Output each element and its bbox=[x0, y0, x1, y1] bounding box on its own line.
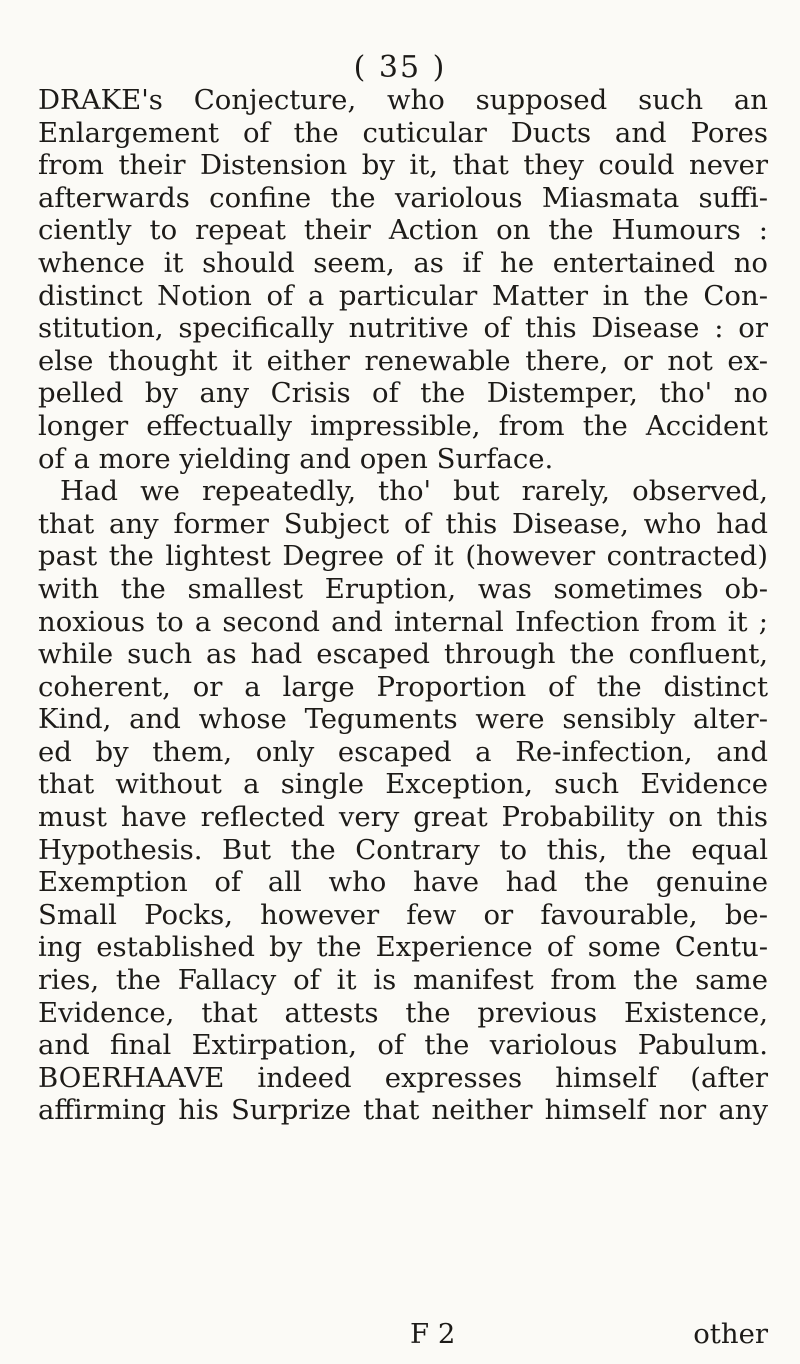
text-line: while such as had escaped through the confluent, bbox=[38, 638, 768, 671]
text-line: Enlargement of the cuticular Ducts and Pores bbox=[38, 116, 768, 149]
signature-mark: F 2 bbox=[410, 1318, 456, 1350]
text-line: longer effectually impressible, from the Accident bbox=[38, 409, 768, 442]
text-line: of a more yielding and open Surface. bbox=[38, 442, 554, 475]
text-line: stitution, specifically nutritive of this Disease : or bbox=[38, 312, 768, 345]
text-line: Had we repeatedly, tho' but rarely, observed, bbox=[60, 475, 768, 508]
text-line: Hypothesis. But the Contrary to this, the equal bbox=[38, 833, 768, 866]
text-line: afterwards confine the variolous Miasmata suffi- bbox=[38, 181, 768, 214]
text-line: ciently to repeat their Action on the Humours : bbox=[38, 214, 768, 247]
text-line: Evidence, that attests the previous Existence, bbox=[38, 996, 768, 1029]
text-line: past the lightest Degree of it (however contracted) bbox=[38, 540, 768, 573]
text-line: noxious to a second and internal Infection from it ; bbox=[38, 605, 768, 638]
text-line: must have reflected very great Probability on this bbox=[38, 801, 768, 834]
text-line: coherent, or a large Proportion of the distinct bbox=[38, 670, 768, 703]
text-line: Small Pocks, however few or favourable, be- bbox=[38, 898, 768, 931]
body-text bbox=[38, 84, 768, 1127]
text-line: distinct Notion of a particular Matter in the Con- bbox=[38, 279, 768, 312]
catchword: other bbox=[693, 1318, 768, 1350]
text-line: from their Distension by it, that they could never bbox=[38, 149, 768, 182]
text-line: ries, the Fallacy of it is manifest from the same bbox=[38, 964, 768, 997]
text-line: ing established by the Experience of some Centu- bbox=[38, 931, 768, 964]
text-line: else thought it either renewable there, or not ex- bbox=[38, 344, 768, 377]
text-line: DRAKE's Conjecture, who supposed such an bbox=[38, 84, 768, 116]
text-line: BOERHAAVE indeed expresses himself (after bbox=[38, 1061, 768, 1094]
text-line: and final Extirpation, of the variolous Pabulum. bbox=[38, 1029, 768, 1062]
text-line: that any former Subject of this Disease, who had bbox=[38, 507, 768, 540]
text-line: that without a single Exception, such Evidence bbox=[38, 768, 768, 801]
text-line: Exemption of all who have had the genuine bbox=[38, 866, 768, 899]
text-line: pelled by any Crisis of the Distemper, tho' no bbox=[38, 377, 768, 410]
page-number: ( 35 ) bbox=[353, 50, 447, 85]
text-line: affirming his Surprize that neither himself nor any bbox=[38, 1094, 768, 1127]
text-line: ed by them, only escaped a Re-infection, and bbox=[38, 735, 768, 768]
page-footer bbox=[38, 1318, 768, 1354]
text-line: with the smallest Eruption, was sometimes ob- bbox=[38, 572, 768, 605]
text-line: Kind, and whose Teguments were sensibly alter- bbox=[38, 703, 768, 736]
text-line: whence it should seem, as if he entertained no bbox=[38, 246, 768, 279]
